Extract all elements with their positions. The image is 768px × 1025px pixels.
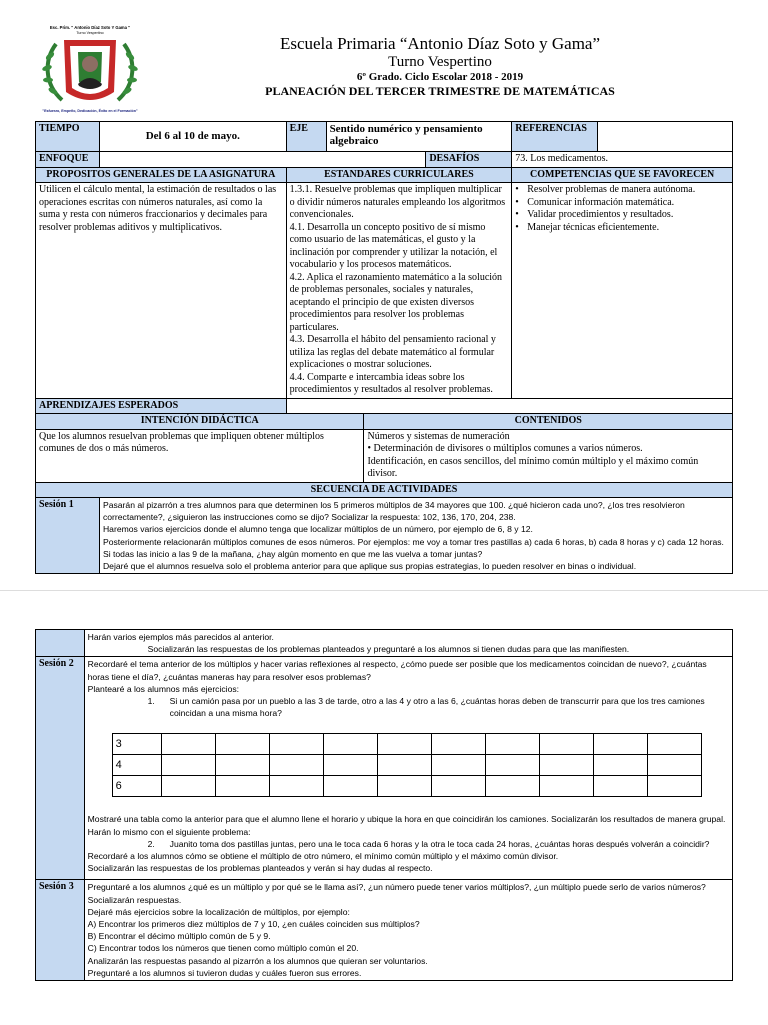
sesion3-text (84, 880, 732, 981)
school-name: Escuela Primaria “Antonio Díaz Soto y Gama” (279, 34, 601, 53)
competencias-cell (512, 183, 733, 399)
propositos-header: PROPOSITOS GENERALES DE LA ASIGNATURA (36, 167, 287, 183)
logo-motto: "Esfuerzo, Empeño, Dedicación, Éxito en el Formación" (42, 109, 138, 113)
contenidos-cell (364, 429, 733, 482)
sesion2-paragraph: Mostraré una tabla como la anterior para que el alumno llene el horario y ubique la hora en que coincidirán los camiones. Socializarán los resultados de manera grupal. Harán lo mismo con el siguiente problema: (87, 814, 726, 837)
sesion1-paragraph: Posteriormente relacionarán múltiplos comunes de esos números. Por ejemplos: me voy a tomar tres pastillas a) cada 6 horas, b) cada 8 horas y c) cada 12 horas. Si todas las inicio a las 9 de la mañana, ¿hay algún momento en que me las vuelva a tomar juntas? (102, 536, 724, 559)
estandar-item: 4.2. Aplica el razonamiento matemático a la solución de problemas personales, sociales y naturales, aceptando el principio de que existen diversos procedimientos para resolver los problemas particulares. (289, 271, 503, 333)
sesion3-paragraph: Preguntaré a los alumnos si tuvieron dudas y cuáles fueron sus errores. (87, 967, 362, 978)
sesion3-paragraph: B) Encontrar el décimo múltiplo común de 5 y 9. (87, 931, 271, 942)
continuation-line: Harán varios ejemplos más parecidos al anterior. (87, 632, 274, 642)
secuencia-header: SECUENCIA DE ACTIVIDADES (36, 482, 733, 498)
referencias-value (598, 122, 733, 152)
competencia-item: • Resolver problemas de manera autónoma. (515, 184, 729, 197)
competencia-item: • Manejar técnicas eficientemente. (515, 222, 729, 235)
planning-table (35, 121, 733, 574)
school-turn: Turno Vespertino (388, 54, 492, 70)
aprendizajes-value (286, 398, 732, 414)
desafios-label: DESAFÍOS (426, 152, 512, 168)
eje-label: EJE (286, 122, 326, 152)
schedule-grid (112, 733, 702, 797)
sesion2-question (88, 695, 729, 719)
tiempo-value: Del 6 al 10 de mayo. (99, 122, 286, 152)
logo-top-sub: Turno Vespertino (76, 31, 104, 35)
continuation-label (36, 630, 85, 657)
sesion1-text (99, 498, 732, 574)
enfoque-value (99, 152, 425, 168)
question-text: Si un camión pasa por un pueblo a las 3 de tarde, otro a las 4 y otro a las 6, ¿cuántas horas deben de transcurrir para que los tres camiones coincidan a una misma hora? (169, 696, 705, 719)
referencias-label: REFERENCIAS (512, 122, 598, 152)
estandares-cell (286, 183, 512, 399)
grade-cycle: 6º Grado. Ciclo Escolar 2018 - 2019 (356, 71, 524, 83)
sesion2-paragraph: Plantearé a los alumnos más ejercicios: (87, 683, 240, 694)
sesion2-label: Sesión 2 (36, 657, 85, 880)
grid-row-label: 3 (112, 734, 161, 755)
sesion2-question (88, 838, 729, 850)
sesion3-paragraph: C) Encontrar todos los números que tienen como múltiplo común el 20. (87, 943, 359, 954)
contenidos-line: Identificación, en casos sencillos, del mínimo común múltiplo y el máximo común divisor. (367, 455, 699, 479)
contenidos-line: • Determinación de divisores o múltiplos comunes a varios números. (367, 443, 643, 454)
sesion3-paragraph: Analizarán las respuestas pasando al pizarrón a los alumnos que quieran ser voluntarios. (87, 955, 428, 966)
estandares-header: ESTANDARES CURRICULARES (286, 167, 512, 183)
eje-value: Sentido numérico y pensamiento algebraico (326, 122, 512, 152)
sesion1-label: Sesión 1 (36, 498, 100, 574)
enfoque-label: ENFOQUE (36, 152, 100, 168)
tiempo-label: TIEMPO (36, 122, 100, 152)
question-number: 1. (147, 696, 155, 707)
propositos-text: Utilicen el cálculo mental, la estimación de resultados o las operaciones escritas con números naturales, así como la suma y resta con números fraccionarios y decimales para resolver problemas aditivos y multiplicativos. (36, 183, 287, 399)
continuation-line: Socializarán las respuestas de los problemas planteados y preguntaré a los alumnos si tienen dudas para que las manifiesten. (147, 644, 630, 655)
grid-row-label: 6 (112, 776, 161, 797)
sesion1-paragraph: Haremos varios ejercicios donde el alumno tenga que localizar múltiplos de un número, por ejemplo de 6, 8 y 12. (102, 524, 533, 535)
estandar-item: 1.3.1. Resuelve problemas que impliquen multiplicar o dividir números naturales empleando los algoritmos convencionales. (289, 184, 506, 220)
desafios-value: 73. Los medicamentos. (512, 152, 733, 168)
sesion3-paragraph: Dejaré más ejercicios sobre la localización de múltiplos, por ejemplo: (87, 906, 350, 917)
logo-top-text: Esc. Prim. " Antonio Díaz Soto Y Gama " (49, 25, 131, 30)
sesion2-paragraph: Socializarán las respuestas de los problemas planteados y verán si hay dudas al respecto. (87, 863, 433, 874)
plan-title: PLANEACIÓN DEL TERCER TRIMESTRE DE MATEMÁTICAS (265, 84, 615, 98)
intencion-text: Que los alumnos resuelvan problemas que impliquen obtener múltiplos comunes de dos o más números. (36, 429, 364, 482)
continuation-text (84, 630, 732, 657)
sesion3-label: Sesión 3 (36, 880, 85, 981)
intencion-header: INTENCIÓN DIDÁCTICA (36, 414, 364, 430)
sesion3-paragraph: Preguntaré a los alumnos ¿qué es un múltiplo y por qué se le llama así?, ¿un número puede tener varios múltiplos?, ¿un múltiplo puede serlo de varios números? Socializarán respuestas. (87, 882, 706, 905)
sesion2-paragraph: Recordaré el tema anterior de los múltiplos y hacer varias reflexiones al respecto, ¿cómo puede ser posible que los medicamentos coincidan de nuevo?, ¿cuántas horas tiene el día?, ¿cuántas maneras hay para resolver esos problemas? (87, 659, 707, 682)
competencia-item: • Validar procedimientos y resultados. (515, 209, 729, 222)
sesion1-paragraph: Dejaré que el alumnos resuelva solo el problema anterior para que aplique sus propias estrategias, lo pueden resolver en binas o individual. (102, 561, 637, 572)
estandar-item: 4.1. Desarrolla un concepto positivo de sí mismo como usuario de las matemáticas, el gusto y la inclinación por comprender y utilizar la notación, el vocabulario y los procesos matemáticos. (289, 221, 498, 270)
grid-row-label: 4 (112, 755, 161, 776)
contenidos-line: Números y sistemas de numeración (367, 430, 510, 442)
competencias-header: COMPETENCIAS QUE SE FAVORECEN (512, 167, 733, 183)
sesion2-text (84, 657, 732, 880)
aprendizajes-label: APRENDIZAJES ESPERADOS (36, 398, 287, 414)
estandar-item: 4.4. Comparte e intercambia ideas sobre los procedimientos y resultados al resolver problemas. (289, 371, 493, 395)
competencia-item: • Comunicar información matemática. (515, 197, 729, 210)
sesion1-paragraph: Pasarán al pizarrón a tres alumnos para que determinen los 5 primeros múltiplos de 34 mayores que 100. ¿qué hicieron cada uno?, ¿los tres resolvieron correctamente?, ¿siguieron las instrucciones como se dijo? Socializar la respuesta: 102, 136, 170, 204, 238. (102, 500, 685, 523)
page-2 (0, 590, 768, 1025)
estandar-item: 4.3. Desarrolla el hábito del pensamiento racional y utiliza las reglas del debate matemático al formular explicaciones o mostrar soluciones. (289, 334, 496, 370)
sesion3-paragraph: A) Encontrar los primeros diez múltiplos de 7 y 10, ¿en cuáles coinciden sus múltiplos? (87, 919, 420, 930)
contenidos-header: CONTENIDOS (364, 414, 733, 430)
question-number: 2. (147, 838, 155, 849)
school-logo (34, 22, 146, 118)
question-text: Juanito toma dos pastillas juntas, pero una le toca cada 6 horas y la otra le toca cada 24 horas, ¿cuántas horas después volverán a coincidir? (169, 838, 710, 849)
sessions-table (35, 629, 733, 981)
sesion2-paragraph: Recordaré a los alumnos cómo se obtiene el múltiplo de otro número, el mínimo común múltiplo y el máximo común divisor. (87, 851, 559, 862)
